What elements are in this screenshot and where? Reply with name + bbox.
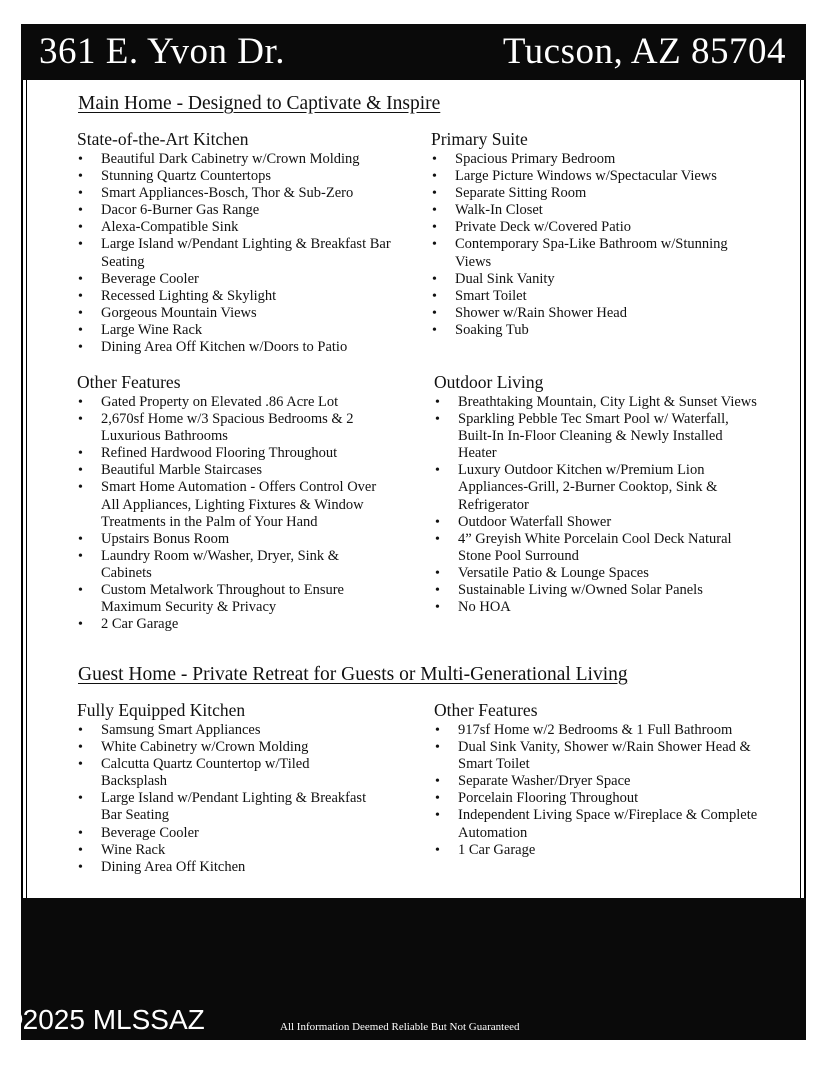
list-item: • Versatile Patio & Lounge Spaces <box>434 565 764 582</box>
list-item: • Smart Toilet <box>431 288 731 305</box>
list-item: • Independent Living Space w/Fireplace & Complete Automation <box>434 807 764 841</box>
page-header <box>21 24 806 80</box>
list-item: • Large Island w/Pendant Lighting & Breakfast Bar Seating <box>77 236 412 270</box>
outdoor-living-heading: Outdoor Living <box>434 372 544 392</box>
primary-suite-heading: Primary Suite <box>431 129 528 149</box>
property-city-state-zip: Tucson, AZ 85704 <box>502 31 786 72</box>
list-item: • Dual Sink Vanity, Shower w/Rain Shower Head & Smart Toilet <box>434 739 764 773</box>
list-item: • Custom Metalwork Throughout to Ensure Maximum Security & Privacy <box>77 582 387 616</box>
list-item: • Laundry Room w/Washer, Dryer, Sink & Cabinets <box>77 548 387 582</box>
list-item: • 917sf Home w/2 Bedrooms & 1 Full Bathroom <box>434 722 764 739</box>
main-kitchen-list <box>77 151 412 356</box>
outdoor-living-section <box>434 372 764 616</box>
copyright-watermark: ©2025 MLSSAZ <box>2 1004 205 1035</box>
list-item: • Recessed Lighting & Skylight <box>77 288 412 305</box>
list-item: • Separate Sitting Room <box>431 185 731 202</box>
list-item: • Wine Rack <box>77 842 377 859</box>
list-item: • Beautiful Dark Cabinetry w/Crown Molding <box>77 151 412 168</box>
list-item: • Sparkling Pebble Tec Smart Pool w/ Waterfall, Built-In In-Floor Cleaning & Newly Installed Heater <box>434 411 764 462</box>
list-item: • Walk-In Closet <box>431 202 731 219</box>
guest-other-features-list <box>434 722 764 859</box>
list-item: • Porcelain Flooring Throughout <box>434 790 764 807</box>
list-item: • Breathtaking Mountain, City Light & Sunset Views <box>434 394 764 411</box>
list-item: • Dacor 6-Burner Gas Range <box>77 202 412 219</box>
list-item: • 1 Car Garage <box>434 842 764 859</box>
list-item: • Alexa-Compatible Sink <box>77 219 412 236</box>
list-item: • Soaking Tub <box>431 322 731 339</box>
property-address: 361 E. Yvon Dr. <box>39 31 285 72</box>
list-item: • Large Wine Rack <box>77 322 412 339</box>
list-item: • Beautiful Marble Staircases <box>77 462 387 479</box>
list-item: • No HOA <box>434 599 764 616</box>
primary-suite-list <box>431 151 731 339</box>
list-item: • Dining Area Off Kitchen <box>77 859 377 876</box>
main-home-title: Main Home - Designed to Captivate & Inspire <box>78 93 441 114</box>
list-item: • Luxury Outdoor Kitchen w/Premium Lion Appliances-Grill, 2-Burner Cooktop, Sink & Refrigerator <box>434 462 764 513</box>
guest-other-features-heading: Other Features <box>434 700 538 720</box>
main-other-features-list <box>77 394 387 633</box>
guest-kitchen-list <box>77 722 377 876</box>
list-item: • Private Deck w/Covered Patio <box>431 219 731 236</box>
main-kitchen-section <box>77 129 412 356</box>
list-item: • Samsung Smart Appliances <box>77 722 377 739</box>
list-item: • Smart Home Automation - Offers Control Over All Appliances, Lighting Fixtures & Window Treatments in the Palm of Your Hand <box>77 479 387 530</box>
list-item: • Upstairs Bonus Room <box>77 531 387 548</box>
list-item: • 2,670sf Home w/3 Spacious Bedrooms & 2 Luxurious Bathrooms <box>77 411 387 445</box>
list-item: • 4” Greyish White Porcelain Cool Deck Natural Stone Pool Surround <box>434 531 764 565</box>
main-other-features-section <box>77 372 387 633</box>
guest-kitchen-section <box>77 700 377 876</box>
guest-kitchen-heading: Fully Equipped Kitchen <box>77 700 246 720</box>
list-item: • Stunning Quartz Countertops <box>77 168 412 185</box>
list-item: • Large Picture Windows w/Spectacular Views <box>431 168 731 185</box>
guest-other-features-section <box>434 700 764 859</box>
list-item: • Calcutta Quartz Countertop w/Tiled Backsplash <box>77 756 377 790</box>
list-item: • Beverage Cooler <box>77 825 377 842</box>
list-item: • Sustainable Living w/Owned Solar Panels <box>434 582 764 599</box>
outdoor-living-list <box>434 394 764 616</box>
list-item: • Dual Sink Vanity <box>431 271 731 288</box>
list-item: • Outdoor Waterfall Shower <box>434 514 764 531</box>
list-item: • Beverage Cooler <box>77 271 412 288</box>
main-other-features-heading: Other Features <box>77 372 181 392</box>
list-item: • Smart Appliances-Bosch, Thor & Sub-Zero <box>77 185 412 202</box>
list-item: • Refined Hardwood Flooring Throughout <box>77 445 387 462</box>
list-item: • Spacious Primary Bedroom <box>431 151 731 168</box>
guest-home-title: Guest Home - Private Retreat for Guests or Multi-Generational Living <box>78 664 628 685</box>
list-item: • Separate Washer/Dryer Space <box>434 773 764 790</box>
disclaimer-text: All Information Deemed Reliable But Not Guaranteed <box>280 1021 520 1033</box>
list-item: • Gorgeous Mountain Views <box>77 305 412 322</box>
list-item: • Shower w/Rain Shower Head <box>431 305 731 322</box>
list-item: • Large Island w/Pendant Lighting & Breakfast Bar Seating <box>77 790 377 824</box>
list-item: • Dining Area Off Kitchen w/Doors to Patio <box>77 339 412 356</box>
main-kitchen-heading: State-of-the-Art Kitchen <box>77 129 249 149</box>
primary-suite-section <box>431 129 731 339</box>
list-item: • Gated Property on Elevated .86 Acre Lot <box>77 394 387 411</box>
list-item: • Contemporary Spa-Like Bathroom w/Stunning Views <box>431 236 731 270</box>
list-item: • 2 Car Garage <box>77 616 387 633</box>
list-item: • White Cabinetry w/Crown Molding <box>77 739 377 756</box>
